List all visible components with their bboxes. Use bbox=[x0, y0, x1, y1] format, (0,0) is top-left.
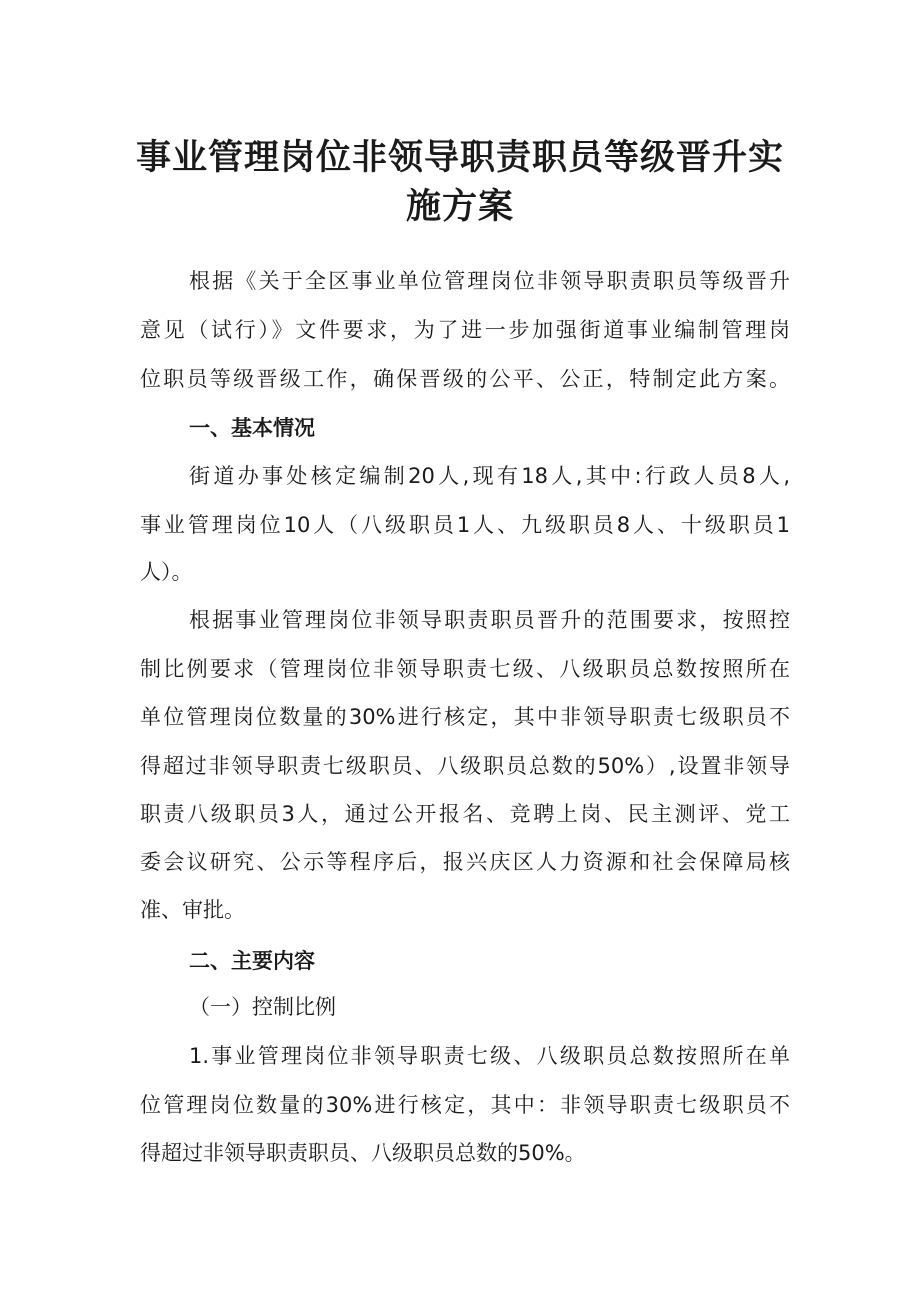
section-2-heading: 二、主要内容 bbox=[189, 949, 315, 973]
intro-line-2: 意见（试行）》文件要求，为了进一步加强街道事业编制管理岗 bbox=[140, 318, 790, 342]
section-1-para-2-line-7: 准、审批。 bbox=[140, 898, 245, 922]
document-title-line-1: 事业管理岗位非领导职责职员等级晋升实 bbox=[135, 138, 784, 178]
section-2-subheading-1: （一）控制比例 bbox=[189, 995, 336, 1019]
section-2-item-1-line-3: 得超过非领导职责职员、八级职员总数的50%。 bbox=[140, 1141, 586, 1165]
section-1-para-1-line-3: 人）。 bbox=[140, 560, 193, 584]
document-title-line-2: 施方案 bbox=[405, 187, 514, 227]
section-2-item-1-line-2: 位管理岗位数量的30%进行核定，其中：非领导职责七级职员不 bbox=[140, 1093, 790, 1117]
section-1-para-2-line-1: 根据事业管理岗位非领导职责职员晋升的范围要求，按照控 bbox=[189, 608, 790, 632]
section-1-heading: 一、基本情况 bbox=[189, 416, 315, 440]
intro-line-1: 根据《关于全区事业单位管理岗位非领导职责职员等级晋升 bbox=[189, 269, 790, 293]
section-1-para-2-line-4: 得超过非领导职责七级职员、八级职员总数的50%）,设置非领导 bbox=[140, 754, 790, 778]
section-1-para-1-line-1: 街道办事处核定编制20人,现有18人,其中:行政人员8人, bbox=[189, 464, 790, 488]
section-1-para-2-line-3: 单位管理岗位数量的30%进行核定，其中非领导职责七级职员不 bbox=[140, 705, 790, 729]
section-1-para-2-line-5: 职责八级职员3人，通过公开报名、竞聘上岗、民主测评、党工 bbox=[140, 802, 790, 826]
section-2-item-1-line-1: 1.事业管理岗位非领导职责七级、八级职员总数按照所在单 bbox=[189, 1044, 790, 1068]
section-1-para-1-line-2: 事业管理岗位10人（八级职员1人、九级职员8人、十级职员1 bbox=[140, 513, 790, 537]
intro-line-3: 位职员等级晋级工作，确保晋级的公平、公正，特制定此方案。 bbox=[140, 367, 790, 391]
section-1-para-2-line-2: 制比例要求（管理岗位非领导职责七级、八级职员总数按照所在 bbox=[140, 657, 790, 681]
section-1-para-2-line-6: 委会议研究、公示等程序后，报兴庆区人力资源和社会保障局核 bbox=[140, 850, 790, 874]
